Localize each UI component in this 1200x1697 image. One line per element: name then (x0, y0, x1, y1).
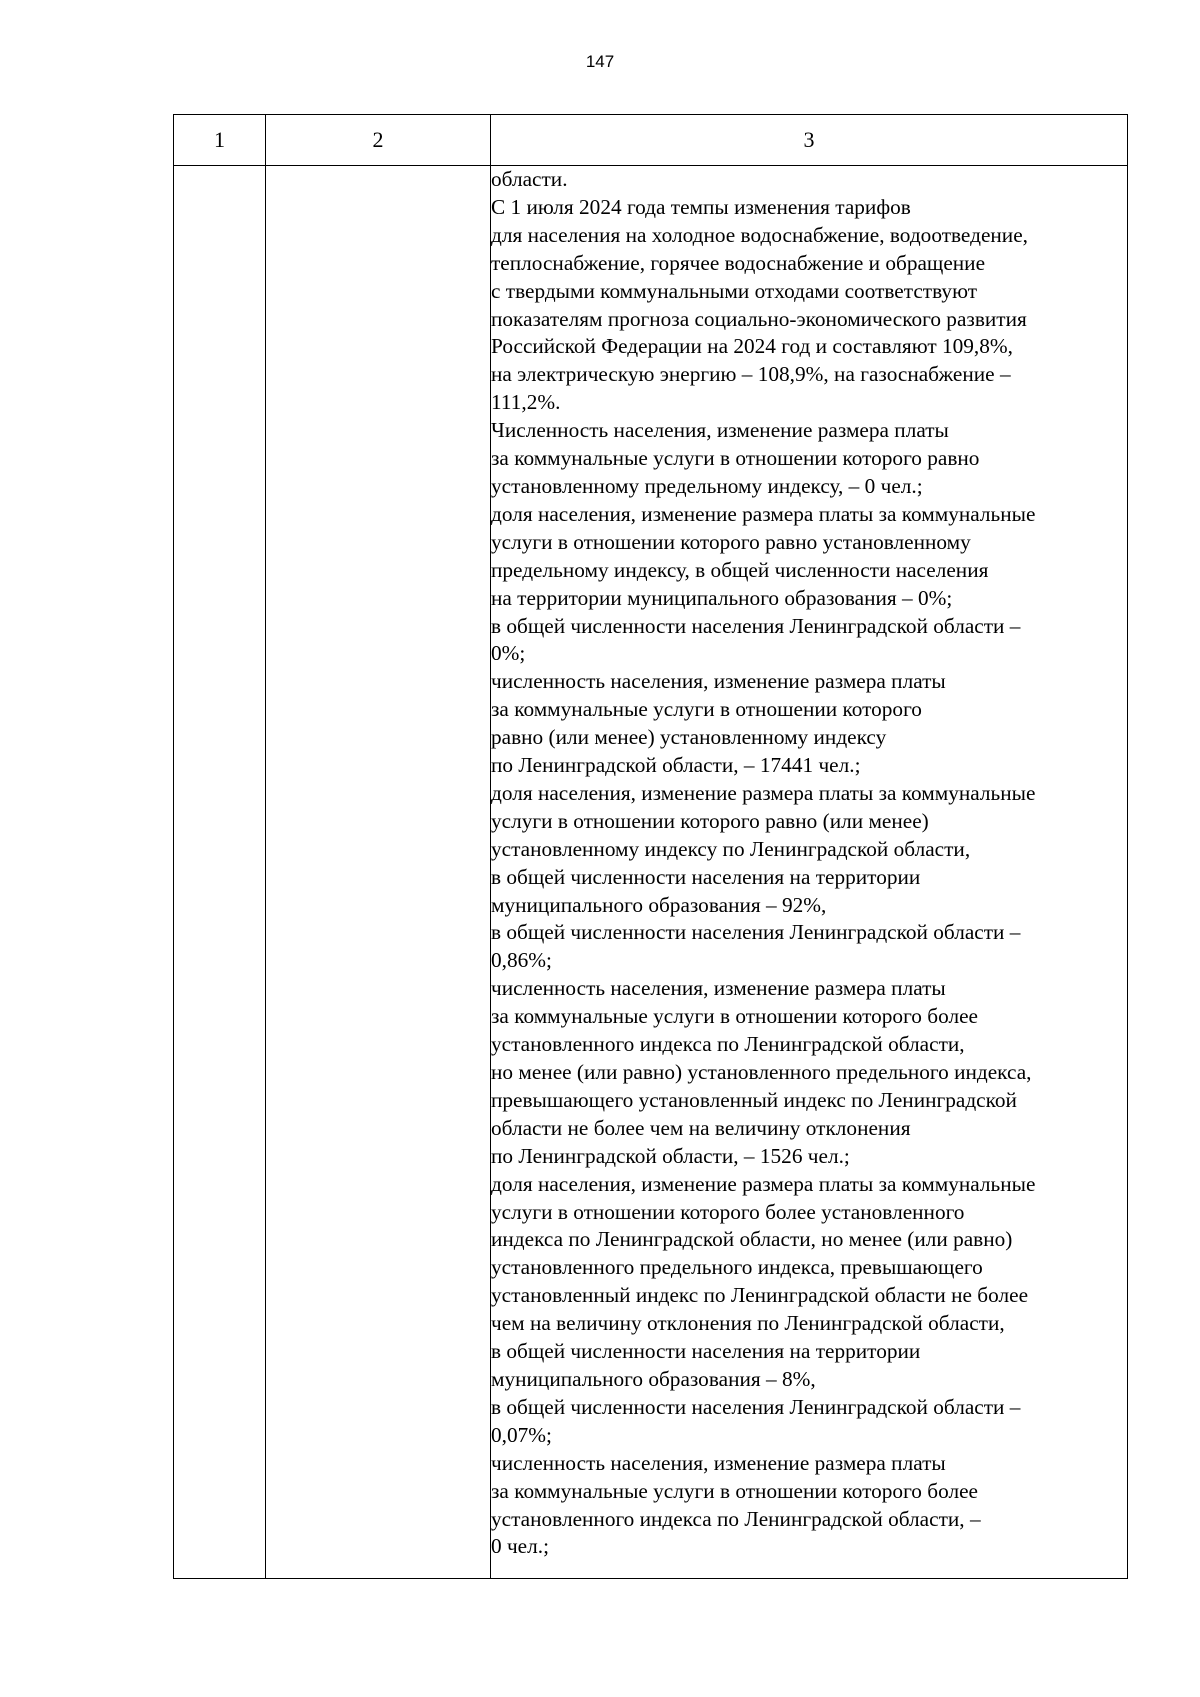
text-line: численность населения, изменение размера платы (491, 976, 946, 1001)
text-line: установленный индекс по Ленинградской области не более (491, 1283, 1029, 1308)
text-line: Численность населения, изменение размера платы (491, 418, 949, 443)
text-line: в общей численности населения на территории (491, 864, 921, 889)
text-line: на электрическую энергию – 108,9%, на газоснабжение – (491, 362, 1011, 387)
text-line: на территории муниципального образования – 0%; (491, 585, 953, 610)
document-table (173, 114, 1128, 1579)
text-line: С 1 июля 2024 года темпы изменения тарифов (491, 194, 911, 219)
text-line: доля населения, изменение размера платы за коммунальные (491, 501, 1036, 526)
text-line: доля населения, изменение размера платы за коммунальные (491, 780, 1036, 805)
column-2-cell (266, 166, 491, 1579)
text-line: для населения на холодное водоснабжение, водоотведение, (491, 222, 1028, 247)
text-line: 0,86%; (491, 948, 552, 973)
text-line: муниципального образования – 92%, (491, 892, 827, 917)
text-line: 0,07%; (491, 1422, 552, 1447)
column-3-cell (491, 166, 1128, 1579)
text-line: предельному индексу, в общей численности населения (491, 557, 989, 582)
text-line: 111,2%. (491, 390, 561, 415)
text-line: установленного индекса по Ленинградской области, (491, 1032, 965, 1057)
text-line: услуги в отношении которого более установленного (491, 1199, 965, 1224)
text-line: Российской Федерации на 2024 год и составляют 109,8%, (491, 334, 1013, 359)
column-header-2: 2 (266, 115, 491, 166)
text-line: показателям прогноза социально-экономического развития (491, 306, 1027, 331)
text-line: установленного индекса по Ленинградской области, – (491, 1506, 981, 1531)
text-line: области. (491, 167, 568, 191)
text-line: установленному индексу по Ленинградской области, (491, 836, 971, 861)
text-line: в общей численности населения Ленинградской области – (491, 613, 1021, 638)
text-line: но менее (или равно) установленного предельного индекса, (491, 1060, 1032, 1084)
column-header-1: 1 (174, 115, 266, 166)
text-line: в общей численности населения Ленинградской области – (491, 920, 1021, 945)
content-text (491, 166, 1127, 1561)
text-line: 0 чел.; (491, 1534, 550, 1559)
text-line: муниципального образования – 8%, (491, 1366, 816, 1391)
text-line: с твердыми коммунальными отходами соответствуют (491, 278, 978, 303)
table-header-row (174, 115, 1128, 166)
text-line: установленному предельному индексу, – 0 чел.; (491, 473, 923, 498)
text-line: в общей численности населения на территории (491, 1339, 921, 1364)
text-line: за коммунальные услуги в отношении которого более (491, 1004, 978, 1029)
text-line: в общей численности населения Ленинградской области – (491, 1394, 1021, 1419)
text-line: 0%; (491, 641, 526, 666)
text-line: равно (или менее) установленному индексу (491, 725, 887, 750)
text-line: индекса по Ленинградской области, но менее (или равно) (491, 1227, 1013, 1252)
text-line: чем на величину отклонения по Ленинградской области, (491, 1311, 1005, 1336)
text-line: по Ленинградской области, – 17441 чел.; (491, 753, 861, 778)
text-line: области не более чем на величину отклонения (491, 1115, 911, 1140)
text-line: теплоснабжение, горячее водоснабжение и обращение (491, 250, 986, 275)
text-line: численность населения, изменение размера платы (491, 669, 946, 694)
text-line: установленного предельного индекса, превышающего (491, 1255, 983, 1280)
text-line: численность населения, изменение размера платы (491, 1450, 946, 1475)
text-line: доля населения, изменение размера платы за коммунальные (491, 1171, 1036, 1196)
table-row (174, 166, 1128, 1579)
text-line: за коммунальные услуги в отношении которого (491, 697, 922, 722)
text-line: услуги в отношении которого равно (или менее) (491, 808, 929, 833)
column-header-3: 3 (491, 115, 1128, 166)
page-number: 147 (585, 52, 615, 71)
text-line: услуги в отношении которого равно установленному (491, 529, 971, 554)
text-line: за коммунальные услуги в отношении которого равно (491, 446, 980, 471)
text-line: превышающего установленный индекс по Ленинградской (491, 1087, 1017, 1112)
text-line: за коммунальные услуги в отношении которого более (491, 1478, 978, 1503)
text-line: по Ленинградской области, – 1526 чел.; (491, 1143, 850, 1168)
column-1-cell (174, 166, 266, 1579)
